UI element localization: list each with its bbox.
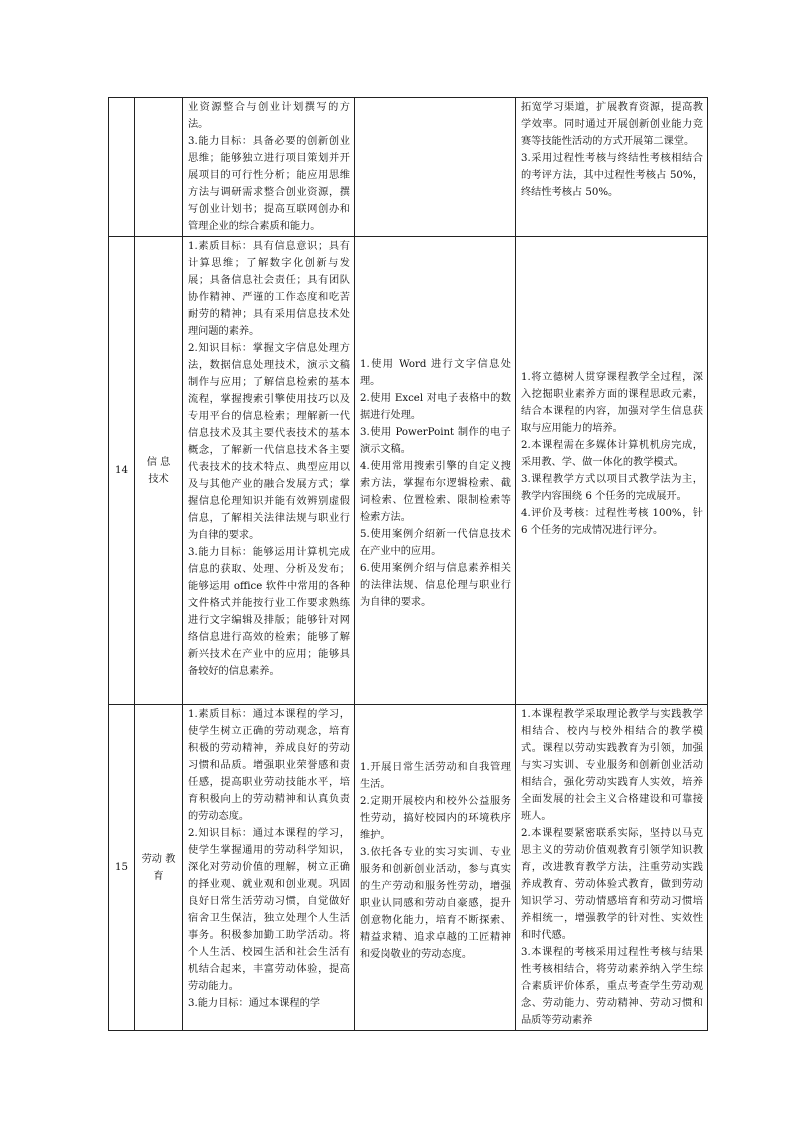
goal-paragraph: 2.知识目标：通过本课程的学习，使学生掌握通用的劳动科学知识，深化对劳动价值的理解，树立正确的择业观、就业观和创业观。巩固良好日常生活劳动习惯，自觉做好宿舍卫生保洁，独立处理个人生活事务。积极参加勤工助学活动。将个人生活、校园生活和社会生活有机结合起来，丰富劳动体验，提高劳动能力。	[188, 828, 350, 992]
content-paragraph: 6.使用案例介绍与信息素养相关的法律法规、信息伦理与职业行为自律的要求。	[360, 563, 511, 608]
course-table	[108, 97, 708, 1031]
row-number: 15	[109, 705, 135, 1031]
teaching-requirements	[516, 237, 708, 705]
goal-paragraph: 3.能力目标：通过本课程的学	[188, 998, 320, 1009]
goal-paragraph: 2.知识目标：掌握文字信息处理方法，数据信息处理技术，演示文稿制作与应用；了解信息检索的基本流程，掌握搜索引擎使用技巧以及专用平台的信息检索；理解新一代信息技术及其主要代表技术的基本概念，了解新一代信息技术各主要代表技术的技术特点、典型应用以及与其他产业的融合发展方式；掌握信息伦理知识并能有效辨别虚假信息，了解相关法律法规与职业行为自律的要求。	[188, 343, 350, 541]
requirement-paragraph: 1.将立德树人贯穿课程教学全过程，深入挖掘职业素养方面的课程思政元素，结合本课程的内容，加强对学生信息获取与应用能力的培养。	[521, 372, 703, 434]
row-number	[109, 98, 135, 237]
requirement-paragraph: 3.课程教学方式以项目式教学法为主，教学内容围绕 6 个任务的完成展开。	[521, 474, 703, 502]
requirement-paragraph: 1.本课程教学采取理论教学与实践教学相结合、校内与校外相结合的教学模式。课程以劳动实践教育为引领，加强与实习实训、专业服务和创新创业活动相结合，强化劳动实践育人实效，培养全面发展的社会主义合格建设和可靠接班人。	[521, 709, 703, 822]
content-paragraph: 2.使用 Excel 对电子表格中的数据进行处理。	[360, 393, 511, 421]
goal-paragraph: 1.素质目标：具有信息意识；具有计算思维；了解数字化创新与发展；具备信息社会责任；具有团队协作精神、严谨的工作态度和吃苦耐劳的精神；具有采用信息技术处理问题的素养。	[188, 241, 350, 337]
requirement-paragraph: 2.本课程需在多媒体计算机机房完成，采用教、学、做一体化的教学模式。	[521, 440, 703, 468]
content-paragraph: 5.使用案例介绍新一代信息技术在产业中的应用。	[360, 529, 511, 557]
requirement-paragraph: 拓宽学习渠道，扩展教育资源，提高教学效率。同时通过开展创新创业能力竞赛等技能性活动的方式开展第二课堂。	[521, 102, 703, 147]
course-content	[355, 705, 516, 1031]
course-content	[355, 98, 516, 237]
table-row	[109, 237, 708, 705]
goal-paragraph: 业资源整合与创业计划撰写的方法。	[188, 102, 350, 130]
content-paragraph: 1.开展日常生活劳动和自我管理生活。	[360, 762, 511, 790]
table-row	[109, 98, 708, 237]
content-paragraph: 3.使用 PowerPoint 制作的电子演示文稿。	[360, 427, 511, 455]
course-goals	[183, 705, 355, 1031]
requirement-paragraph: 4.评价及考核：过程性考核 100%，针 6 个任务的完成情况进行评分。	[521, 508, 703, 536]
course-name	[135, 98, 183, 237]
content-paragraph: 1.使用 Word 进行文字信息处理。	[360, 359, 511, 387]
content-paragraph: 2.定期开展校内和校外公益服务性劳动，搞好校园内的环境秩序维护。	[360, 796, 511, 841]
goal-paragraph: 1.素质目标：通过本课程的学习，使学生树立正确的劳动观念，培育积极的劳动精神，养成良好的劳动习惯和品质。增强职业荣誉感和责任感，提高职业劳动技能水平，培育积极向上的劳动精神和认真负责的劳动态度。	[188, 709, 350, 822]
course-name: 劳动 教育	[135, 705, 183, 1031]
goal-paragraph: 3.能力目标：具备必要的创新创业思维；能够独立进行项目策划并开展项目的可行性分析；能应用思维方法与调研需求整合创业资源，撰写创业计划书；提高互联网创办和管理企业的综合素质和能力。	[188, 136, 350, 232]
requirement-paragraph: 3.采用过程性考核与终结性考核相结合的考评方法，其中过程性考核占 50%，终结性考核占 50%。	[521, 153, 703, 198]
row-number: 14	[109, 237, 135, 705]
table-row	[109, 705, 708, 1031]
teaching-requirements	[516, 705, 708, 1031]
course-content	[355, 237, 516, 705]
course-goals	[183, 98, 355, 237]
content-paragraph: 3.依托各专业的实习实训、专业服务和创新创业活动，参与真实的生产劳动和服务性劳动，增强职业认同感和劳动自豪感，提升创意物化能力，培育不断探索、精益求精、追求卓越的工匠精神和爱岗敬业的劳动态度。	[360, 847, 511, 960]
requirement-paragraph: 3.本课程的考核采用过程性考核与结果性考核相结合，将劳动素养纳入学生综合素质评价体系，重点考查学生劳动观念、劳动能力、劳动精神、劳动习惯和品质等劳动素养	[521, 947, 703, 1026]
requirement-paragraph: 2.本课程要紧密联系实际，坚持以马克思主义的劳动价值观教育引领学知识教育，改进教育教学方法，注重劳动实践养成教育、劳动体验式教育，做到劳动知识学习、劳动情感培育和劳动习惯培养相统一，增强教学的针对性、实效性和时代感。	[521, 828, 703, 941]
goal-paragraph: 3.能力目标：能够运用计算机完成信息的获取、处理、分析及发布；能够运用 office 软件中常用的各种文件格式并能按行业工作要求熟练进行文字编辑及排版；能够针对网络信息进行高效的检索；能够了解新兴技术在产业中的应用；能够具备较好的信息素养。	[188, 547, 350, 677]
content-paragraph: 4.使用常用搜索引擎的自定义搜索方法，掌握布尔逻辑检索、截词检索、位置检索、限制检索等检索方法。	[360, 461, 511, 523]
teaching-requirements	[516, 98, 708, 237]
course-name: 信 息 技术	[135, 237, 183, 705]
course-goals	[183, 237, 355, 705]
